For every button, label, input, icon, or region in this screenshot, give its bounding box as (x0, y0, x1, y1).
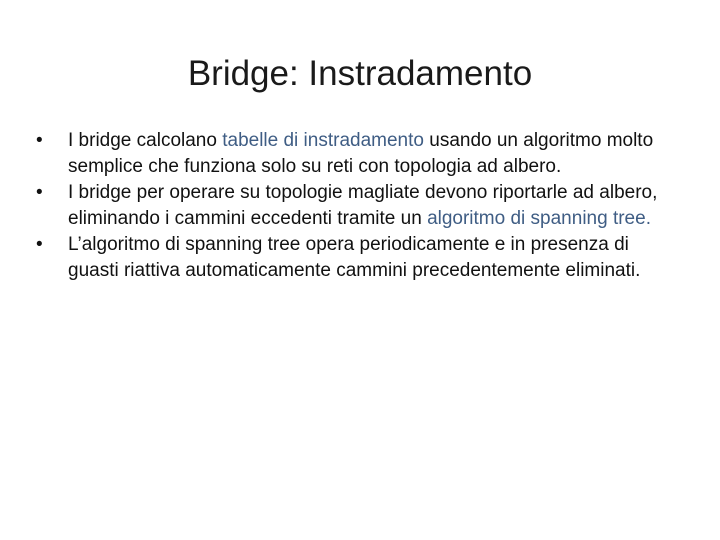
bullet-list (36, 128, 676, 284)
bullet-item-3 (36, 232, 676, 284)
highlighted-term: algoritmo di spanning tree. (427, 208, 651, 229)
bullet-dot: • (36, 182, 43, 203)
bullet-text: I bridge calcolano (68, 130, 223, 151)
bullet-item-1 (36, 128, 676, 180)
slide-title: Bridge: Instradamento (187, 54, 533, 93)
bullet-dot: • (36, 130, 43, 151)
highlighted-term: tabelle di instradamento (222, 130, 424, 151)
bullet-item-2 (36, 180, 676, 232)
bullet-text: usando un algoritmo molto semplice che funziona solo su reti con topologia ad albero. (68, 130, 654, 177)
bullet-text: L’algoritmo di spanning tree opera periodicamente e in presenza di guasti riattiva automaticamente cammini precedentemente eliminati. (68, 234, 641, 281)
bullet-text: I bridge per operare su topologie magliate devono riportarle ad albero, eliminando i cammini eccedenti tramite un (68, 182, 658, 229)
bullet-dot: • (36, 234, 43, 255)
